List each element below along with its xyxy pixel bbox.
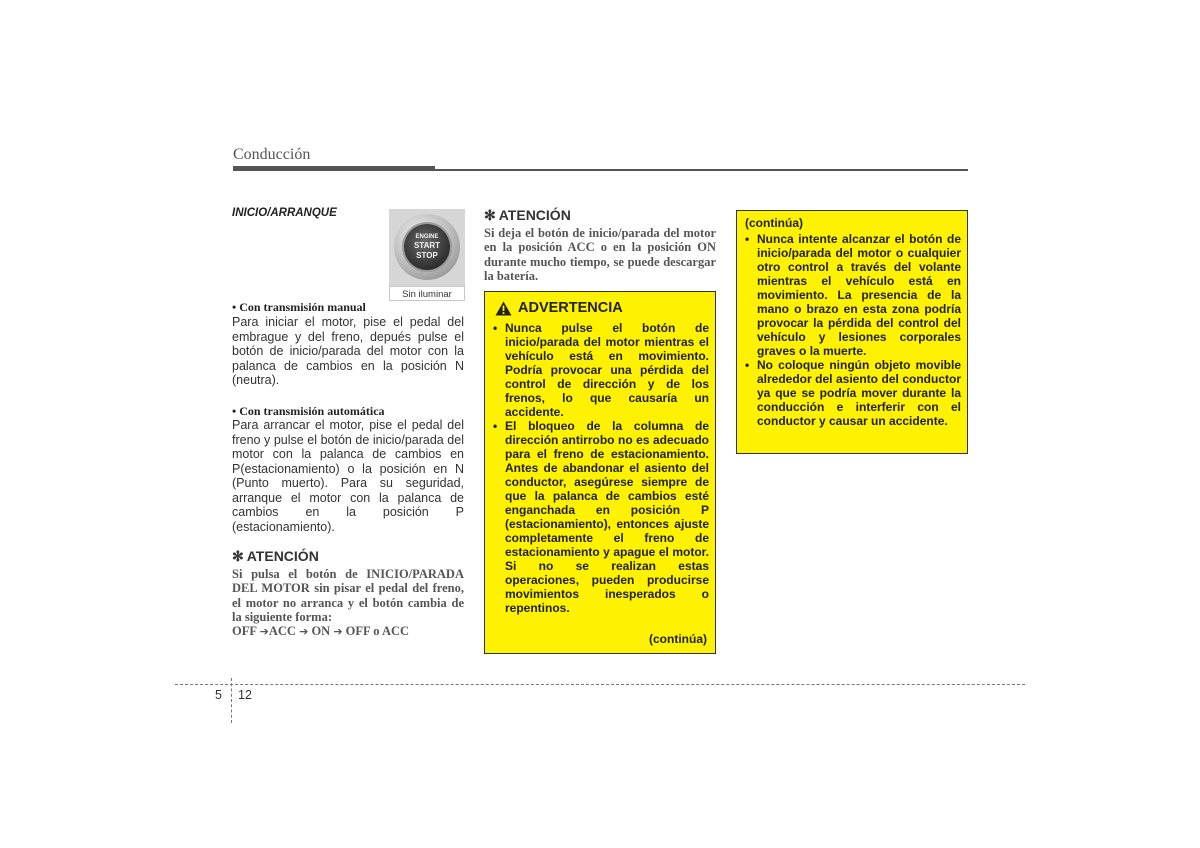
footer-dashed-rule bbox=[175, 684, 1025, 685]
section-title: INICIO/ARRANQUE bbox=[232, 207, 337, 219]
list-item: • No coloque ningún objeto movible alrededor del asiento del conductor ya que se podría mover durante la conducción e interferir con el conductor y causar un accidente. bbox=[745, 358, 961, 428]
state-off-or-acc: OFF o ACC bbox=[345, 624, 410, 638]
section-number: 5 bbox=[215, 688, 222, 702]
warning-continued-box bbox=[736, 210, 968, 454]
list-item: • El bloqueo de la columna de dirección antirrobo no es adecuado para el freno de estacionamiento. Antes de abandonar el asiento del conductor, asegúrese siempre de que la palanca de cambios esté enganchada en posición P (estacionamiento), entonces ajuste completamente el freno de estacionamiento y apague el motor. Si no se realizan estas operaciones, pueden producirse movimientos inesperados o repentinos. bbox=[493, 419, 709, 615]
stop-label: STOP bbox=[416, 251, 438, 260]
list-item: • Nunca intente alcanzar el botón de inicio/parada del motor o cualquier otro control a través del volante mientras el vehículo está en movimiento. La presencia de la mano o brazo en esta zona podría provocar la pérdida del control del vehículo y lesiones corporales graves o la muerte. bbox=[745, 232, 961, 358]
header-rule-thick bbox=[233, 166, 435, 171]
button-state-sequence bbox=[232, 624, 464, 639]
list-item: • Nunca pulse el botón de inicio/parada del motor mientras el vehículo está en movimiento. Podría provocar una pérdida del control de dirección y de los frenos, lo que causaría un accidente. bbox=[493, 321, 709, 419]
arrow-right-icon: ➔ bbox=[259, 625, 269, 638]
manual-transmission-heading: • Con transmisión manual bbox=[232, 300, 366, 314]
page-header-title: Conducción bbox=[233, 146, 311, 163]
attention-title-middle: ATENCIÓN bbox=[498, 207, 571, 223]
automatic-transmission-heading: • Con transmisión automática bbox=[232, 404, 385, 418]
attention-title-left: ATENCIÓN bbox=[246, 548, 319, 564]
warning-heading bbox=[495, 300, 623, 316]
arrow-right-icon: ➔ bbox=[299, 625, 309, 638]
page-number: 12 bbox=[238, 688, 252, 702]
engine-label: ENGINE bbox=[415, 234, 439, 240]
continued-label: (continúa) bbox=[649, 632, 707, 646]
attention-text-middle: Si deja el botón de inicio/parada del motor en la posición ACC o en la posición ON durante mucho tiempo, se puede descargar la batería. bbox=[484, 226, 716, 283]
warning-triangle-icon bbox=[495, 301, 512, 316]
attention-heading-left bbox=[232, 548, 319, 565]
photo-caption: Sin iluminar bbox=[389, 286, 465, 301]
manual-transmission-text: Para iniciar el motor, pise el pedal del embrague y del freno, depués pulse el botón de inicio/parada del motor con la palanca de cambios en la posición N (neutra). bbox=[232, 315, 464, 387]
attention-heading-middle bbox=[484, 207, 571, 224]
footer-vertical-rule bbox=[231, 678, 232, 723]
warning-list bbox=[493, 321, 709, 615]
continued-label: (continúa) bbox=[745, 216, 803, 230]
header-rule-thin bbox=[435, 169, 968, 171]
arrow-right-icon: ➔ bbox=[333, 625, 343, 638]
automatic-transmission-text: Para arrancar el motor, pise el pedal del freno y pulse el botón de inicio/parada del motor con la palanca de cambios en P(estacionamiento) o la posición en N (Punto muerto). Para su seguridad, arranque el motor con la palanca de cambios en la posición P (estacionamiento). bbox=[232, 418, 464, 534]
warning-title: ADVERTENCIA bbox=[518, 300, 623, 316]
warning-continued-list bbox=[745, 232, 961, 428]
start-stop-button-icon bbox=[404, 224, 450, 270]
asterisk-icon: ✻ bbox=[484, 207, 496, 223]
attention-text-left: Si pulsa el botón de INICIO/PARADA DEL MOTOR sin pisar el pedal del freno, el motor no arranca y el botón cambia de la siguiente forma: bbox=[232, 567, 464, 624]
state-off: OFF bbox=[232, 624, 257, 638]
state-on: ON bbox=[311, 624, 331, 638]
state-acc: ACC bbox=[268, 624, 296, 638]
warning-box bbox=[484, 291, 716, 654]
start-stop-button-photo bbox=[389, 209, 465, 301]
asterisk-icon: ✻ bbox=[232, 548, 244, 564]
start-label: START bbox=[413, 241, 441, 250]
